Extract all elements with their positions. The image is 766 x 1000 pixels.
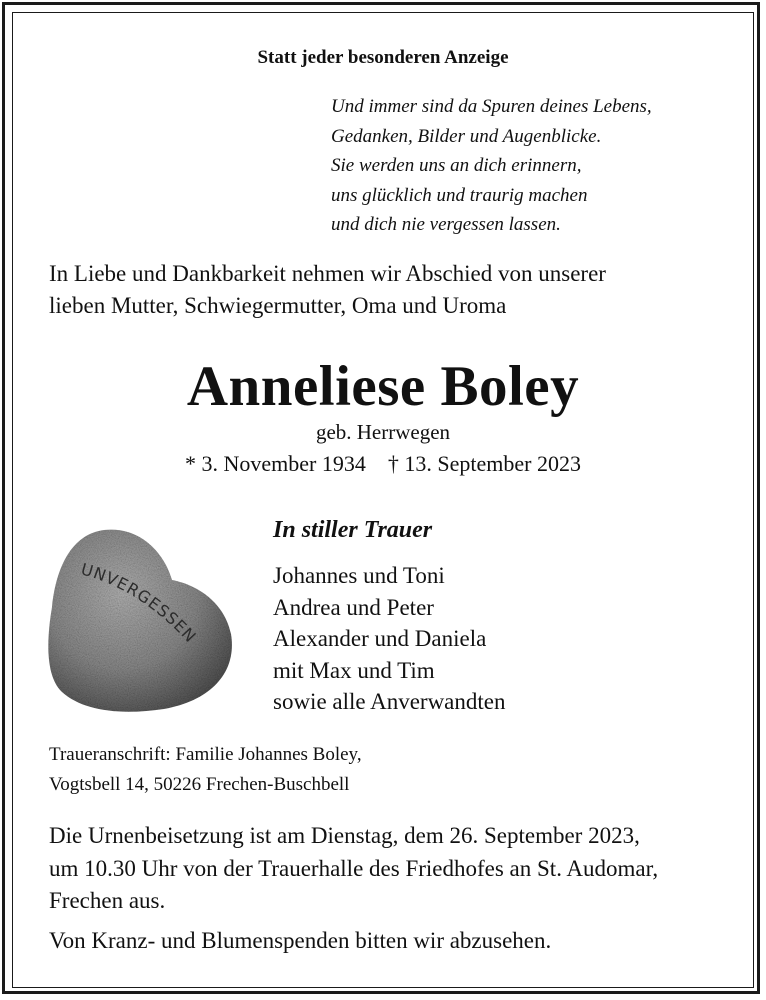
heart-stone-text: UNVERGESSEN bbox=[78, 559, 201, 647]
poem-line: Sie werden uns an dich erinnern, bbox=[331, 155, 582, 176]
address-line: Traueranschrift: Familie Johannes Boley, bbox=[49, 744, 362, 765]
deceased-name: Anneliese Boley bbox=[186, 355, 580, 418]
mourner-line: mit Max und Tim bbox=[273, 657, 435, 683]
intro-text bbox=[49, 258, 606, 322]
mourner-line: Johannes und Toni bbox=[273, 563, 445, 588]
life-dates bbox=[0, 451, 766, 477]
poem-line: Und immer sind da Spuren deines Lebens, bbox=[331, 96, 652, 117]
birth-date: * 3. November 1934 bbox=[185, 451, 366, 476]
poem-line: uns glücklich und traurig machen bbox=[331, 184, 588, 206]
service-line: um 10.30 Uhr von der Trauerhalle des Friedhofes an St. Audomar, bbox=[49, 855, 659, 881]
mourner-line: Andrea und Peter bbox=[273, 594, 434, 620]
service-info bbox=[49, 820, 658, 918]
mourning-address bbox=[49, 740, 362, 800]
heart-stone-image bbox=[44, 522, 238, 717]
service-line: Frechen aus. bbox=[49, 888, 166, 913]
birth-name: geb. Herrwegen bbox=[315, 420, 451, 444]
mourner-line: Alexander und Daniela bbox=[273, 626, 487, 651]
intro-line: In Liebe und Dankbarkeit nehmen wir Abschied von unserer bbox=[49, 261, 606, 286]
mourners-list bbox=[273, 560, 505, 718]
poem-line: und dich nie vergessen lassen. bbox=[331, 214, 561, 235]
intro-line: lieben Mutter, Schwiegermutter, Oma und Uroma bbox=[49, 293, 507, 318]
address-line: Vogtsbell 14, 50226 Frechen-Buschbell bbox=[49, 774, 350, 795]
poem-line: Gedanken, Bilder und Augenblicke. bbox=[331, 125, 602, 147]
notice-heading: Statt jeder besonderen Anzeige bbox=[257, 47, 509, 68]
mourning-title: In stiller Trauer bbox=[273, 517, 433, 543]
mourner-line: sowie alle Anverwandten bbox=[273, 689, 506, 714]
poem bbox=[331, 92, 652, 240]
death-date: † 13. September 2023 bbox=[387, 451, 581, 476]
flowers-note: Von Kranz- und Blumenspenden bitten wir abzusehen. bbox=[49, 928, 552, 953]
service-line: Die Urnenbeisetzung ist am Dienstag, dem 26. September 2023, bbox=[49, 823, 640, 848]
